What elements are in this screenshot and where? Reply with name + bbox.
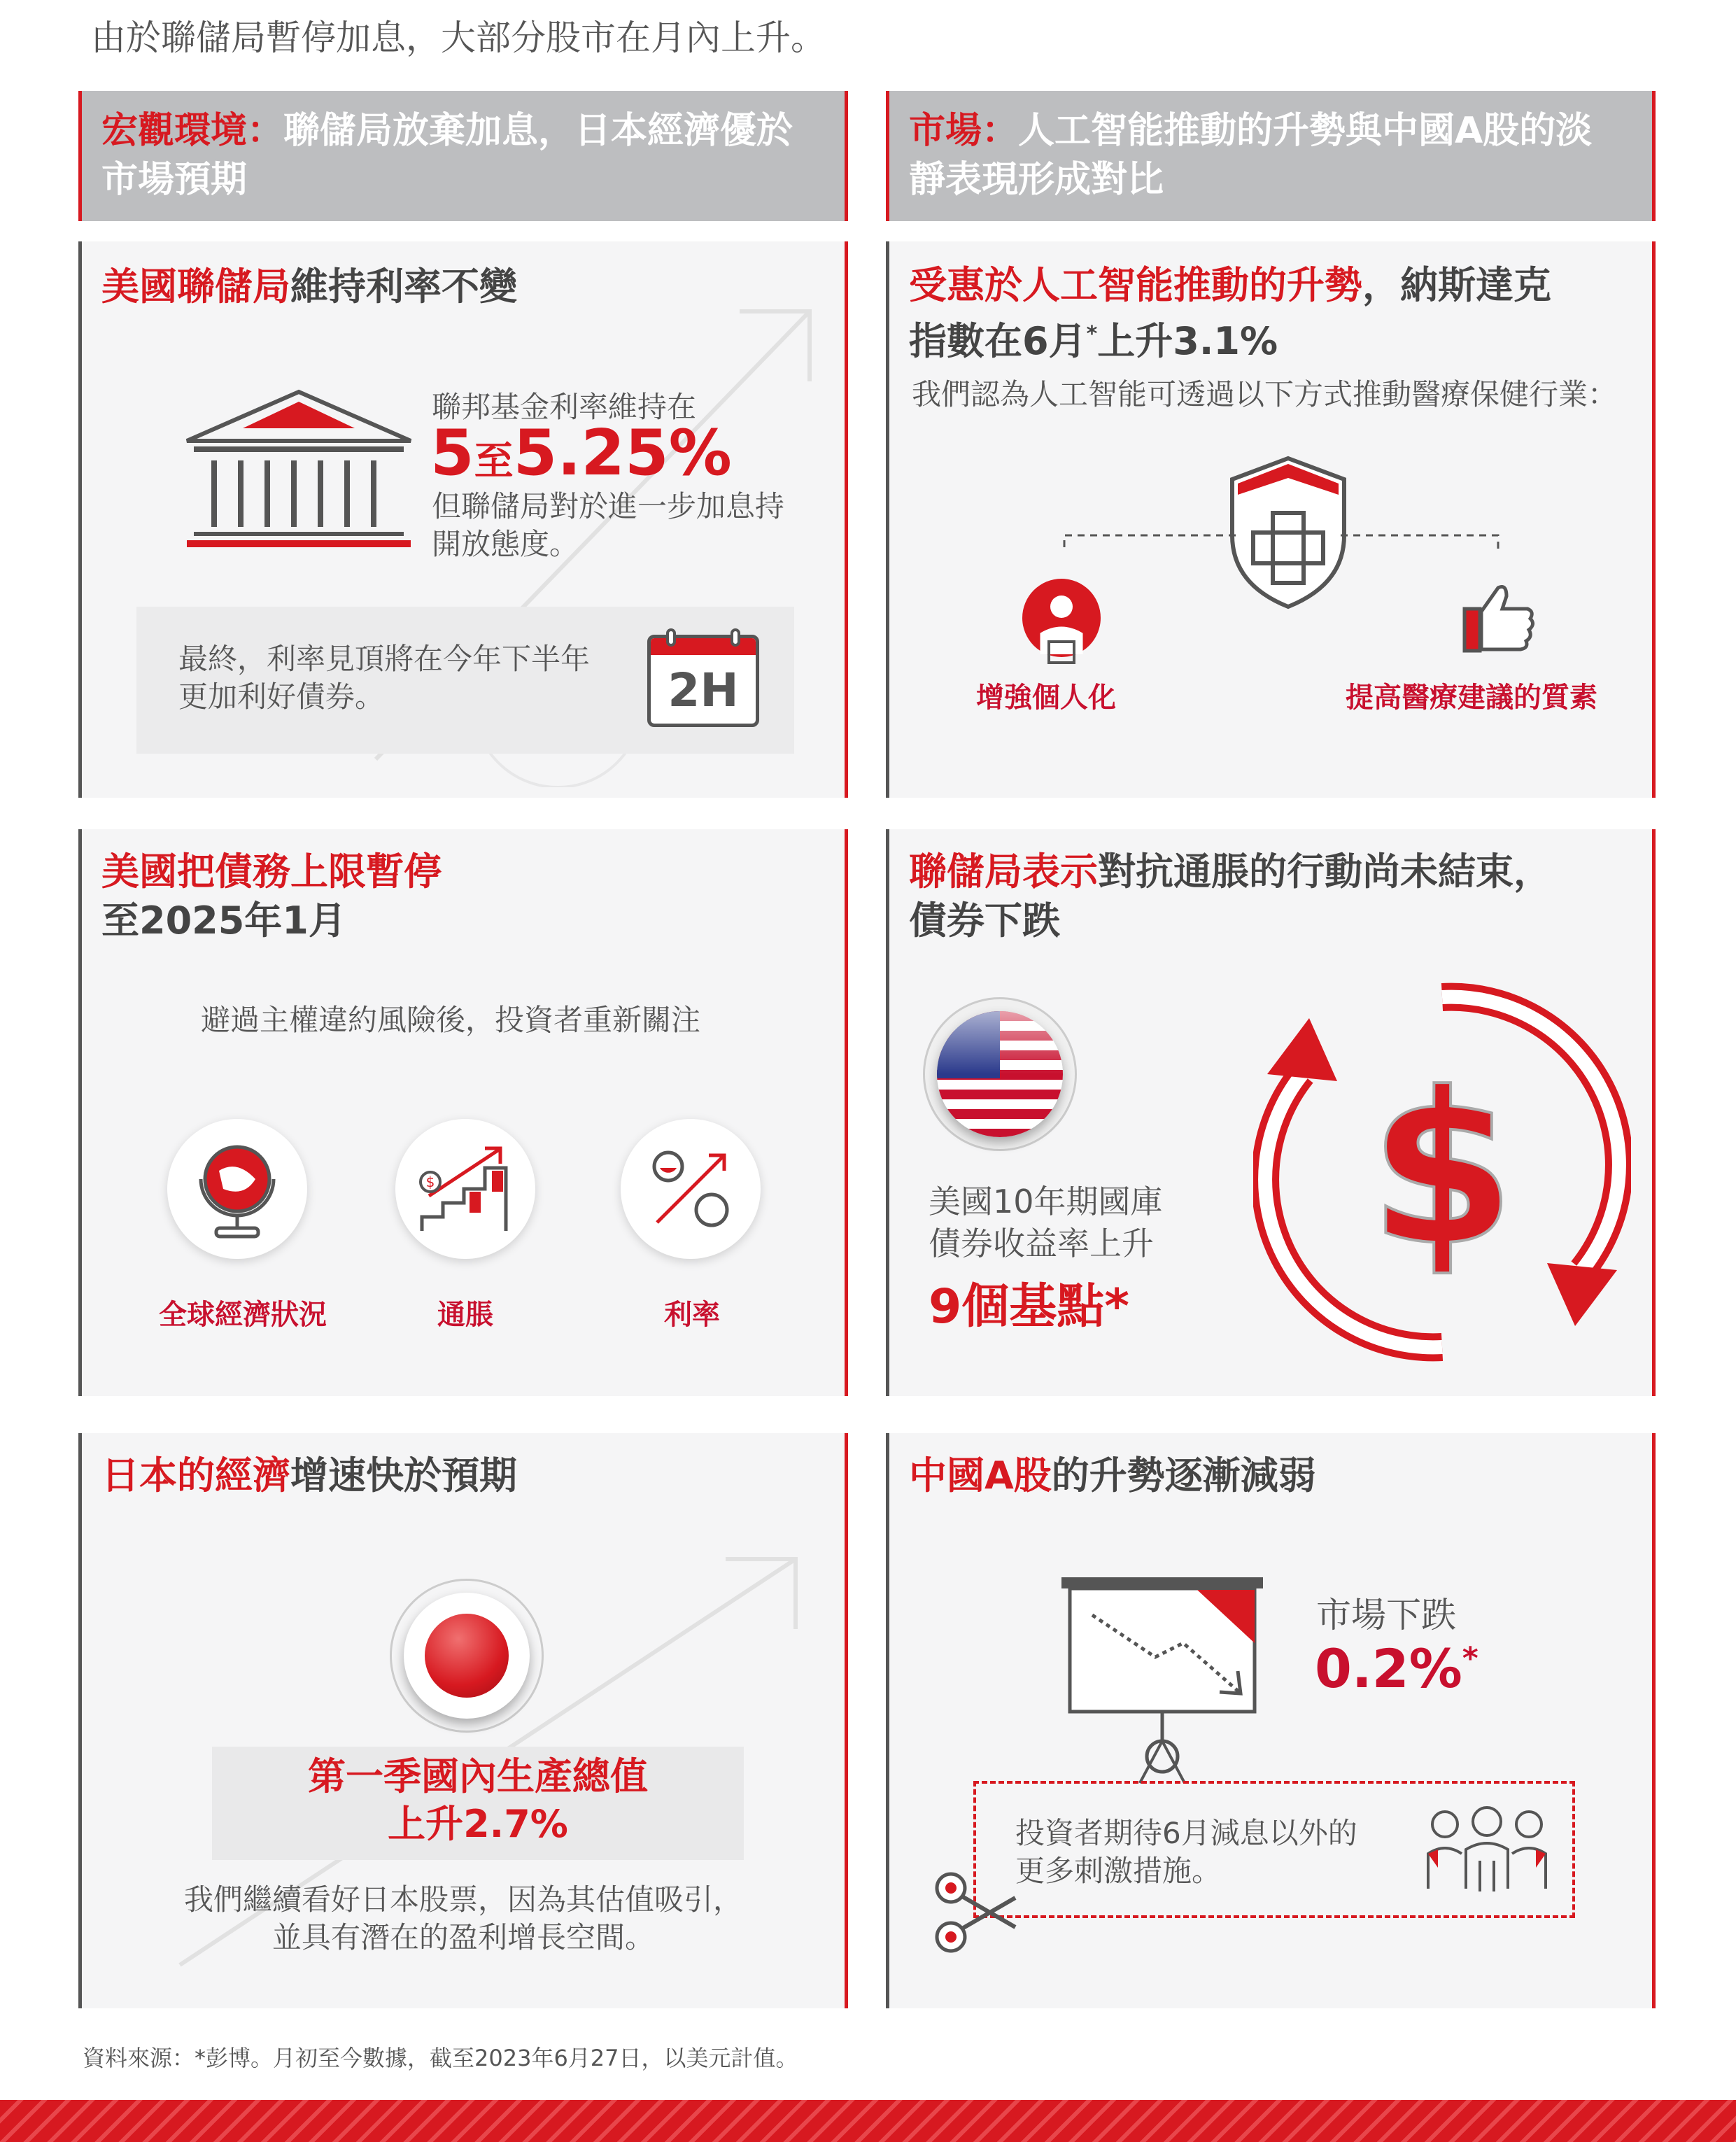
header-market	[886, 91, 1656, 221]
header-macro-line1: 聯儲局放棄加息，日本經濟優於	[283, 110, 793, 152]
fed-outlook-line2: 更加利好債券。	[178, 679, 385, 714]
thumbs-up-icon	[1458, 581, 1541, 658]
ai-title-line1	[909, 261, 1551, 310]
rate-value	[430, 416, 732, 490]
header-market-label: 市場：	[909, 110, 1019, 152]
calendar-ring-left	[666, 628, 676, 647]
personalisation-icon	[1021, 577, 1105, 668]
globe-icon	[188, 1139, 286, 1243]
fed-outlook-line1: 最終，利率見頂將在今年下半年	[178, 642, 591, 676]
stimulus-box	[973, 1781, 1575, 1918]
gdp-line1: 第一季國內生產總值	[308, 1754, 648, 1798]
bonds-line1: 美國10年期國庫	[929, 1183, 1163, 1220]
header-macro-line2: 市場預期	[101, 159, 248, 201]
ai-subtitle: 我們認為人工智能可透過以下方式推動醫療保健行業：	[912, 377, 1618, 411]
stimulus-line1: 投資者期待6月減息以外的	[1015, 1816, 1357, 1850]
bonds-title-red: 聯儲局表示	[909, 850, 1098, 894]
svg-text:$: $	[425, 1174, 435, 1190]
header-macro	[78, 91, 848, 221]
calendar-label: 2H	[668, 663, 739, 717]
calendar-icon	[647, 635, 759, 727]
gdp-line2: 上升2.7%	[388, 1802, 568, 1846]
svg-text:$: $	[1369, 1048, 1516, 1292]
panel-china	[886, 1433, 1656, 2008]
market-value-number: 0.2%	[1315, 1637, 1462, 1700]
fed-title-dark: 維持利率不變	[290, 265, 517, 309]
ai-label-quality: 提高醫療建議的質素	[1346, 682, 1597, 714]
panel-ai	[886, 241, 1656, 798]
china-title-dark: 的升勢逐漸減弱	[1051, 1453, 1316, 1498]
debt-item-global: 全球經濟狀況	[159, 1299, 327, 1331]
bonds-line2: 債券收益率上升	[929, 1225, 1154, 1262]
investors-group-icon	[1424, 1805, 1550, 1896]
presentation-board-icon	[1057, 1573, 1267, 1797]
debt-title-line2: 至2025年1月	[101, 899, 346, 943]
source-footnote: 資料來源：*彭博。月初至今數據，截至2023年6月27日，以美元計值。	[83, 2045, 798, 2071]
bonds-title-line1	[909, 847, 1551, 896]
rate-note-line1: 但聯儲局對於進一步加息持	[432, 489, 785, 523]
header-macro-label: 宏觀環境：	[101, 110, 284, 152]
bonds-title-dark1: 對抗通脹的行動尚未結束，	[1098, 850, 1551, 894]
china-title	[909, 1451, 1316, 1500]
japan-flag-sun	[425, 1614, 509, 1698]
debt-title-line1: 美國把債務上限暫停	[101, 850, 442, 894]
rate-high: 5.25%	[513, 416, 732, 490]
gdp-box	[212, 1747, 744, 1860]
stimulus-line2: 更多刺激措施。	[1015, 1854, 1222, 1888]
fed-title	[101, 262, 517, 311]
inflation-circle	[395, 1119, 535, 1259]
japan-note-line2: 並具有潛在的盈利增長空間。	[271, 1920, 654, 1954]
bonds-title-line2: 債券下跌	[909, 899, 1060, 943]
china-title-red: 中國A股	[909, 1453, 1052, 1498]
rate-label: 聯邦基金利率維持在	[432, 390, 697, 424]
market-value	[1315, 1637, 1479, 1700]
panel-bonds	[886, 829, 1656, 1396]
ai-label-personalisation: 增強個人化	[976, 682, 1116, 714]
debt-item-inflation: 通脹	[437, 1299, 493, 1331]
bonds-value: 9個基點*	[929, 1279, 1129, 1334]
japan-note-line1: 我們繼續看好日本股票，因為其估值吸引，	[183, 1882, 742, 1917]
dollar-cycle-icon	[1253, 976, 1631, 1368]
debt-item-rates: 利率	[664, 1299, 720, 1331]
market-value-star: *	[1462, 1640, 1479, 1677]
ai-title-dark2b: 上升3.1%	[1097, 319, 1278, 363]
healthcare-diagram	[1050, 451, 1526, 675]
intro-text: 由於聯儲局暫停加息，大部分股市在月內上升。	[91, 17, 826, 58]
ai-title-dark2a: 指數在6月	[909, 319, 1087, 363]
market-label: 市場下跌	[1316, 1595, 1456, 1635]
calendar-ring-right	[731, 628, 740, 647]
debt-subtitle: 避過主權違約風險後，投資者重新關注	[201, 1003, 701, 1037]
percent-icon	[649, 1147, 733, 1231]
japan-title-dark: 增速快於預期	[290, 1453, 517, 1498]
inflation-chart-icon	[415, 1140, 520, 1238]
japan-flag-icon	[404, 1593, 530, 1719]
header-market-line2: 靜表現形成對比	[909, 159, 1164, 201]
ai-title-dark1: ，納斯達克	[1362, 263, 1551, 307]
rate-to: 至	[474, 439, 514, 484]
globe-circle	[167, 1119, 307, 1259]
usa-flag-icon	[937, 1011, 1063, 1137]
ai-title-red: 受惠於人工智能推動的升勢	[909, 263, 1362, 307]
fed-outlook-box	[136, 607, 794, 754]
rates-circle	[621, 1119, 761, 1259]
ai-title-star: *	[1086, 322, 1098, 346]
header-market-line1: 人工智能推動的升勢與中國A股的淡	[1018, 110, 1593, 152]
japan-title	[101, 1451, 517, 1500]
japan-title-red: 日本的經濟	[101, 1453, 290, 1498]
panel-fed	[78, 241, 848, 798]
bank-building-icon	[180, 385, 418, 553]
rate-note-line2: 開放態度。	[432, 527, 579, 561]
usa-flag-gloss	[937, 1011, 1063, 1074]
scissors-icon	[931, 1867, 1022, 1958]
panel-japan	[78, 1433, 848, 2008]
fed-title-red: 美國聯儲局	[101, 265, 290, 309]
footer-band	[0, 2100, 1736, 2142]
ai-title-line2	[909, 310, 1278, 366]
rate-low: 5	[430, 416, 474, 490]
panel-debt	[78, 829, 848, 1396]
